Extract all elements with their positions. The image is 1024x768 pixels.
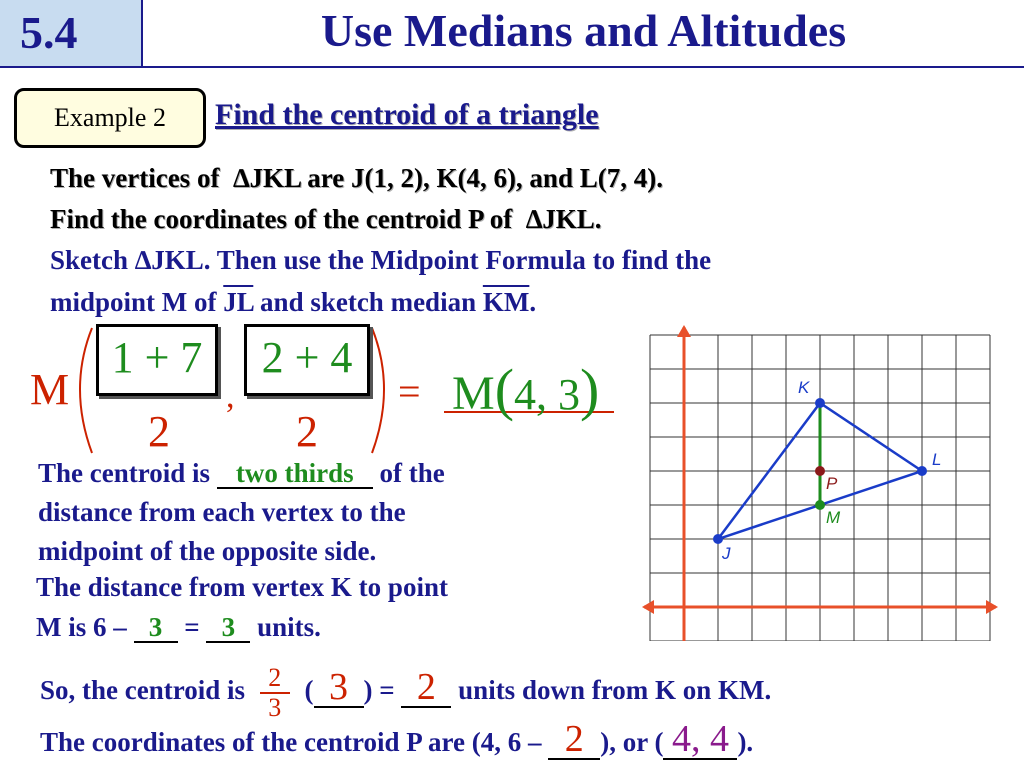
so-line (40, 664, 771, 722)
denominator-2: 2 (296, 407, 318, 456)
coords-answer-1: 2 (548, 720, 600, 760)
header-divider (143, 66, 1024, 68)
sketch-line-2-mid: and sketch median (260, 287, 477, 317)
problem-line-2 (50, 204, 602, 235)
point-p (815, 466, 825, 476)
point-label-m: M (826, 508, 841, 527)
distance-prefix: M is 6 – (36, 612, 127, 642)
distance-line-2 (36, 612, 321, 643)
distance-answer-1: 3 (134, 614, 178, 643)
distance-equals: = (184, 612, 200, 642)
so-answer-1: 3 (314, 668, 364, 708)
triangle-symbol: ∆ (525, 204, 543, 234)
distance-line-1: The distance from vertex K to point (36, 572, 448, 602)
coordinates-line (40, 720, 753, 760)
so-paren-close: ) = (363, 675, 395, 706)
formula-m-label: M (30, 365, 70, 414)
point-label-p: P (826, 474, 838, 493)
centroid-rule-line-3: midpoint of the opposite side. (38, 536, 377, 566)
sketch-line-1: Sketch ∆JKL. Then use the Midpoint Formula to find the (50, 245, 712, 275)
triangle-symbol: ∆ (232, 163, 250, 193)
numerator-box-2: 2 + 4 (244, 324, 370, 396)
result-close-paren: ) (580, 357, 600, 422)
example-label: Example 2 (14, 88, 206, 148)
result-open-paren: ( (494, 357, 515, 422)
numerator-box-1: 1 + 7 (96, 324, 218, 396)
problem-line-1 (50, 163, 663, 194)
centroid-rule-prefix: The centroid is (38, 458, 211, 488)
problem-line-1-prefix: The vertices of (50, 163, 220, 193)
x-axis-arrow-left (642, 600, 654, 614)
point-label-k: K (798, 378, 810, 397)
formula-result (452, 356, 599, 423)
point-k (815, 398, 825, 408)
two-thirds-fraction (260, 664, 290, 722)
point-label-j: J (722, 544, 731, 563)
result-values: 4, 3 (514, 370, 581, 419)
sketch-line-2 (50, 287, 536, 318)
so-suffix: units down from K on KM. (458, 675, 772, 706)
centroid-rule-suffix: of the (379, 458, 445, 488)
centroid-rule-line-2: distance from each vertex to the (38, 497, 406, 527)
sketch-line-2-end: . (529, 287, 537, 317)
example-title: Find the centroid of a triangle (215, 98, 599, 131)
centroid-rule-answer: two thirds (217, 460, 373, 489)
page-title: Use Medians and Altitudes (320, 5, 847, 56)
coords-answer-2: 4, 4 (663, 720, 737, 760)
midpoint-formula (0, 318, 630, 458)
so-answer-2: 2 (401, 668, 451, 708)
coords-prefix: The coordinates of the centroid P are (4, 6 – (40, 727, 542, 757)
so-prefix: So, the centroid is (40, 675, 246, 706)
segment-jl: $\overline{JL}$ (223, 287, 254, 317)
denominator-1: 2 (148, 407, 170, 456)
formula-equals: = (398, 369, 421, 414)
coords-suffix: ). (737, 727, 754, 757)
so-paren-open: ( (304, 675, 314, 706)
point-j (713, 534, 723, 544)
centroid-rule-line-1 (38, 458, 445, 489)
fraction-denominator: 3 (268, 693, 282, 722)
sketch-line-2-prefix: midpoint M of (50, 287, 217, 317)
segment-km: $\overline{KM}$ (482, 287, 530, 317)
distance-suffix: units. (257, 612, 321, 642)
x-axis-arrow-right (986, 600, 998, 614)
problem-line-1-rest: JKL are J(1, 2), K(4, 6), and L(7, 4). (249, 163, 663, 193)
problem-line-2-prefix: Find the coordinates of the centroid P of (50, 204, 513, 234)
coords-mid: ), or ( (600, 727, 664, 757)
distance-answer-2: 3 (206, 614, 250, 643)
fraction-numerator: 2 (260, 664, 290, 694)
section-number-box (0, 0, 143, 68)
point-m (815, 500, 825, 510)
section-number: 5.4 (20, 7, 78, 58)
problem-line-2-rest: JKL. (542, 204, 602, 234)
formula-comma: , (226, 378, 235, 415)
y-axis-arrow-up (677, 325, 691, 337)
coordinate-graph (640, 325, 1000, 641)
result-m: M (452, 367, 495, 420)
point-l (917, 466, 927, 476)
point-label-l: L (932, 450, 942, 469)
